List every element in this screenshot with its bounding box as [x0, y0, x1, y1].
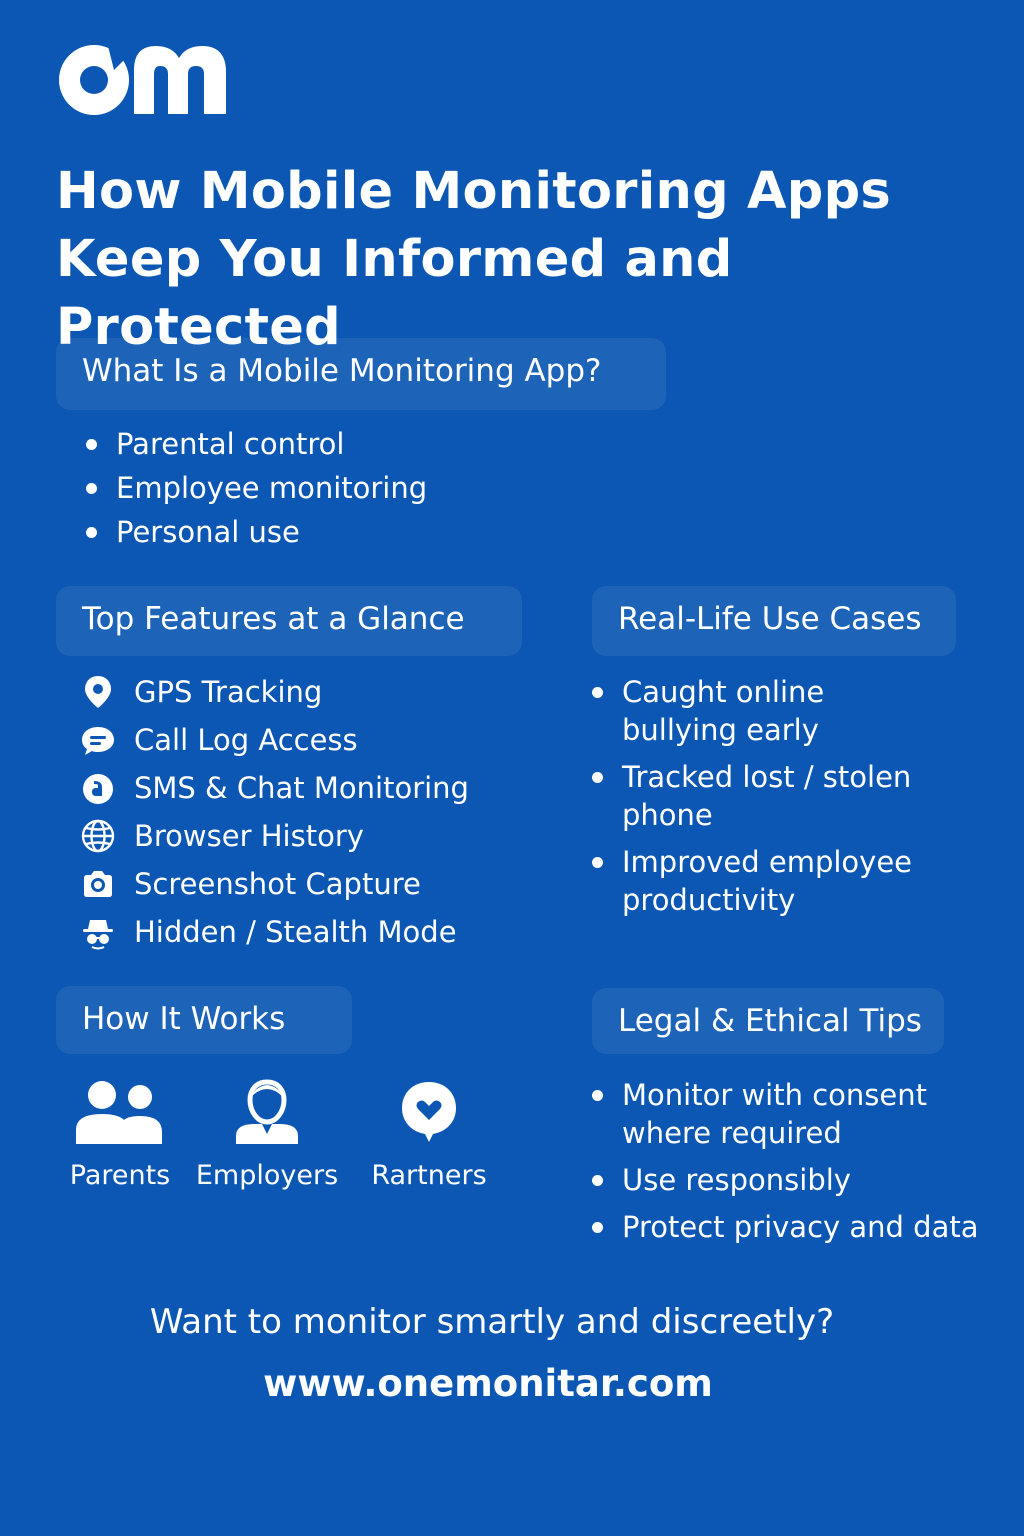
feature-gps-tracking	[80, 672, 322, 712]
list-item	[590, 1076, 979, 1152]
what-is-heading-text: What Is a Mobile Monitoring App?	[82, 353, 602, 389]
globe-icon	[80, 818, 116, 854]
features-heading	[56, 586, 522, 656]
chat-bubble-icon	[80, 722, 116, 758]
feature-label: Hidden / Stealth Mode	[134, 915, 457, 949]
feature-stealth-mode	[80, 912, 457, 952]
use-cases-heading	[592, 586, 956, 656]
list-item: Use responsibly	[590, 1161, 979, 1199]
feature-sms-chat	[80, 768, 469, 808]
camera-icon	[80, 866, 116, 902]
feature-label: Browser History	[134, 819, 364, 853]
list-item-line: Caught online	[622, 675, 825, 709]
map-pin-icon	[80, 674, 116, 710]
list-item-line: Tracked lost / stolen	[622, 760, 912, 794]
audience-label: Parents	[69, 1160, 171, 1191]
page-title	[56, 158, 996, 362]
website-link[interactable]: www.onemonitar.com	[263, 1362, 713, 1405]
cta-question: Want to monitor smartly and discreetly?	[149, 1302, 835, 1342]
heart-icon	[396, 1078, 462, 1144]
how-it-works-heading-text: How It Works	[82, 1001, 286, 1037]
audience-employers	[190, 1078, 344, 1191]
list-item: Personal use	[84, 510, 427, 554]
title-line-2: Keep You Informed and Protected	[56, 230, 733, 357]
how-it-works-heading	[56, 986, 352, 1054]
list-item	[590, 673, 912, 749]
feature-screenshot	[80, 864, 421, 904]
list-item-line: Monitor with consent	[622, 1078, 927, 1112]
employer-icon	[232, 1078, 302, 1144]
list-item-line: bullying early	[622, 713, 819, 747]
feature-browser-history	[80, 816, 364, 856]
list-item: Parental control	[84, 422, 427, 466]
list-item-line: productivity	[622, 883, 796, 917]
audience-label: Employers	[195, 1160, 339, 1191]
list-item-line: phone	[622, 798, 713, 832]
feature-label: GPS Tracking	[134, 675, 323, 709]
features-heading-text: Top Features at a Glance	[82, 601, 465, 637]
list-item	[590, 758, 912, 834]
feature-label: Screenshot Capture	[134, 867, 421, 901]
feature-call-log	[80, 720, 358, 760]
legal-heading-text: Legal & Ethical Tips	[618, 1003, 922, 1039]
om-logo	[56, 42, 228, 116]
use-cases-heading-text: Real-Life Use Cases	[618, 601, 922, 637]
incognito-icon	[80, 914, 116, 950]
feature-label: SMS & Chat Monitoring	[134, 771, 469, 805]
list-item	[590, 843, 912, 919]
title-line-1: How Mobile Monitoring Apps	[56, 162, 892, 221]
audience-label: Rartners	[371, 1160, 487, 1191]
list-item: Employee monitoring	[84, 466, 427, 510]
feature-label: Call Log Access	[134, 723, 358, 757]
message-icon	[80, 770, 116, 806]
legal-list	[590, 1076, 979, 1255]
what-is-heading	[56, 338, 666, 410]
audience-parents	[60, 1078, 180, 1191]
audience-partners	[362, 1078, 496, 1191]
use-cases-list	[590, 673, 912, 928]
legal-heading	[592, 988, 944, 1054]
parents-icon	[74, 1078, 166, 1144]
what-is-list	[84, 422, 427, 554]
list-item-line: Improved employee	[622, 845, 913, 879]
list-item: Protect privacy and data	[590, 1208, 979, 1246]
list-item-line: where required	[622, 1116, 842, 1150]
